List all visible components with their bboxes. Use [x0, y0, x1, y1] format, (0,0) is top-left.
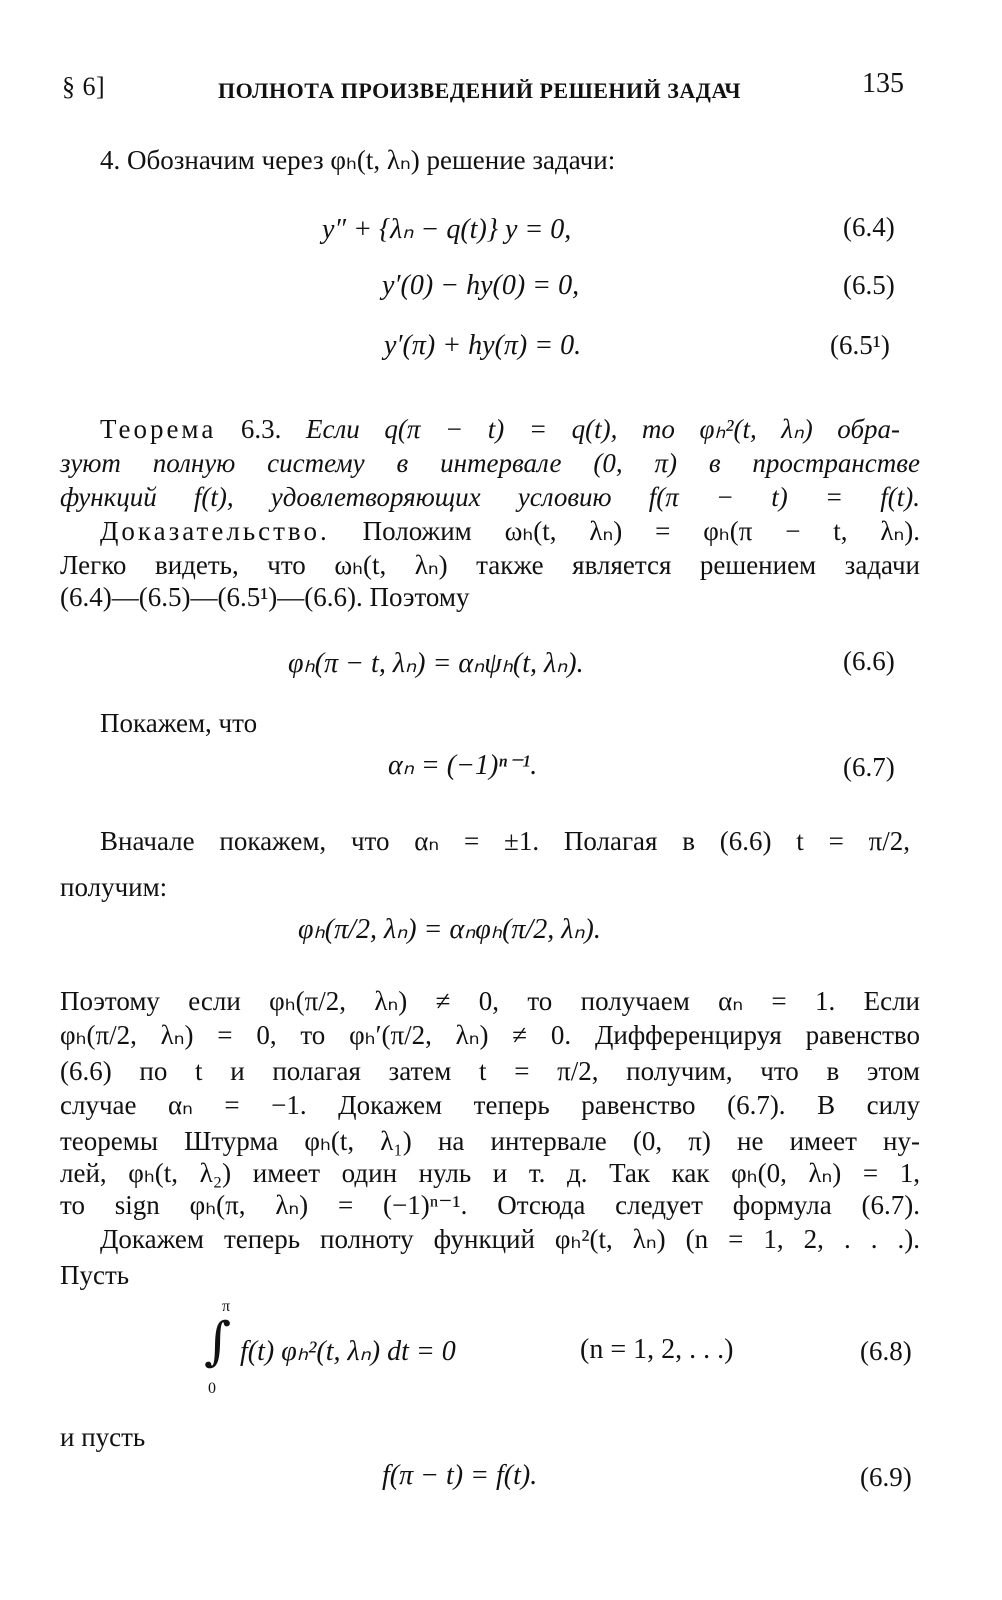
equation-6-9: f(π − t) = f(t). [382, 1460, 538, 1491]
paragraph-line-7: то sign φₕ(π, λₙ) = (−1)ⁿ⁻¹. Отсюда следует формула (6.7). [60, 1190, 920, 1220]
equation-6-8-condition: (n = 1, 2, . . .) [580, 1334, 734, 1365]
theorem-statement-start: Если q(π − t) = q(t), то φₕ²(t, λₙ) обра- [306, 414, 901, 444]
running-title: ПОЛНОТА ПРОИЗВЕДЕНИЙ РЕШЕНИЙ ЗАДАЧ [218, 78, 742, 103]
first-show-line: Вначале покажем, что αₙ = ±1. Полагая в (6.6) t = π/2, [100, 826, 910, 856]
show-that-line: Покажем, что [100, 708, 258, 738]
theorem-number: 6.3. [240, 414, 282, 444]
theorem-name: Теорема [100, 414, 217, 444]
and-let-line: и пусть [60, 1422, 146, 1452]
equation-6-8: f(t) φₕ²(t, λₙ) dt = 0 [240, 1336, 456, 1367]
paragraph-line-5: теоремы Штурма φₕ(t, λ₁) на интервале (0, π) не имеет ну- [60, 1126, 920, 1156]
equation-label-6-4: (6.4) [843, 212, 895, 242]
proof-text-start: Положим ωₕ(t, λₙ) = φₕ(π − t, λₙ). [362, 516, 921, 546]
integral-lower-limit: 0 [208, 1380, 216, 1397]
theorem-line-1 [100, 412, 900, 446]
paragraph-line-4: случае αₙ = −1. Докажем теперь равенство (6.7). В силу [60, 1090, 920, 1120]
proof-line-2: Легко видеть, что ωₕ(t, λₙ) также является решением задачи [60, 550, 920, 580]
equation-6-5: y′(0) − hy(0) = 0, [382, 270, 580, 301]
equation-6-5-1: y′(π) + hy(π) = 0. [384, 330, 582, 361]
theorem-line-3: функций f(t), удовлетворяющих условию f(π − t) = f(t). [60, 482, 920, 512]
we-get-line: получим: [60, 872, 168, 902]
proof-name: Доказательство. [100, 516, 330, 546]
proof-line-1 [100, 514, 920, 548]
proof-line-3: (6.4)—(6.5)—(6.5¹)—(6.6). Поэтому [60, 582, 470, 612]
integral-upper-limit: π [222, 1298, 231, 1315]
intro-line: 4. Обозначим через φₕ(t, λₙ) решение задачи: [100, 145, 616, 175]
equation-label-6-5-1: (6.5¹) [830, 330, 890, 360]
equation-label-6-9: (6.9) [860, 1462, 912, 1492]
equation-6-7: αₙ = (−1)ⁿ⁻¹. [388, 750, 538, 781]
integral-sign: ∫ [204, 1312, 232, 1372]
equation-label-6-8: (6.8) [860, 1336, 912, 1366]
equation-6-6: φₕ(π − t, λₙ) = αₙψₕ(t, λₙ). [288, 648, 584, 679]
equation-midpoint: φₕ(π/2, λₙ) = αₙφₕ(π/2, λₙ). [298, 914, 601, 945]
paragraph-line-2: φₕ(π/2, λₙ) = 0, то φₕ′(π/2, λₙ) ≠ 0. Дифференцируя равенство [60, 1020, 920, 1050]
equation-label-6-6: (6.6) [843, 646, 895, 676]
let-line: Пусть [60, 1260, 130, 1290]
paragraph-line-3: (6.6) по t и полагая затем t = π/2, получим, что в этом [60, 1056, 920, 1086]
equation-label-6-7: (6.7) [843, 752, 895, 782]
page-number: 135 [862, 68, 904, 99]
equation-6-4: y″ + {λₙ − q(t)} y = 0, [322, 214, 572, 245]
paragraph-line-1: Поэтому если φₕ(π/2, λₙ) ≠ 0, то получаем αₙ = 1. Если [60, 986, 920, 1016]
paragraph-line-6: лей, φₕ(t, λ₂) имеет один нуль и т. д. Так как φₕ(0, λₙ) = 1, [60, 1158, 920, 1188]
theorem-line-2: зуют полную систему в интервале (0, π) в пространстве [60, 448, 920, 478]
section-mark: § 6] [62, 72, 106, 101]
equation-label-6-5: (6.5) [843, 270, 895, 300]
paragraph-line-8: Докажем теперь полноту функций φₕ²(t, λₙ) (n = 1, 2, . . .). [100, 1224, 920, 1254]
